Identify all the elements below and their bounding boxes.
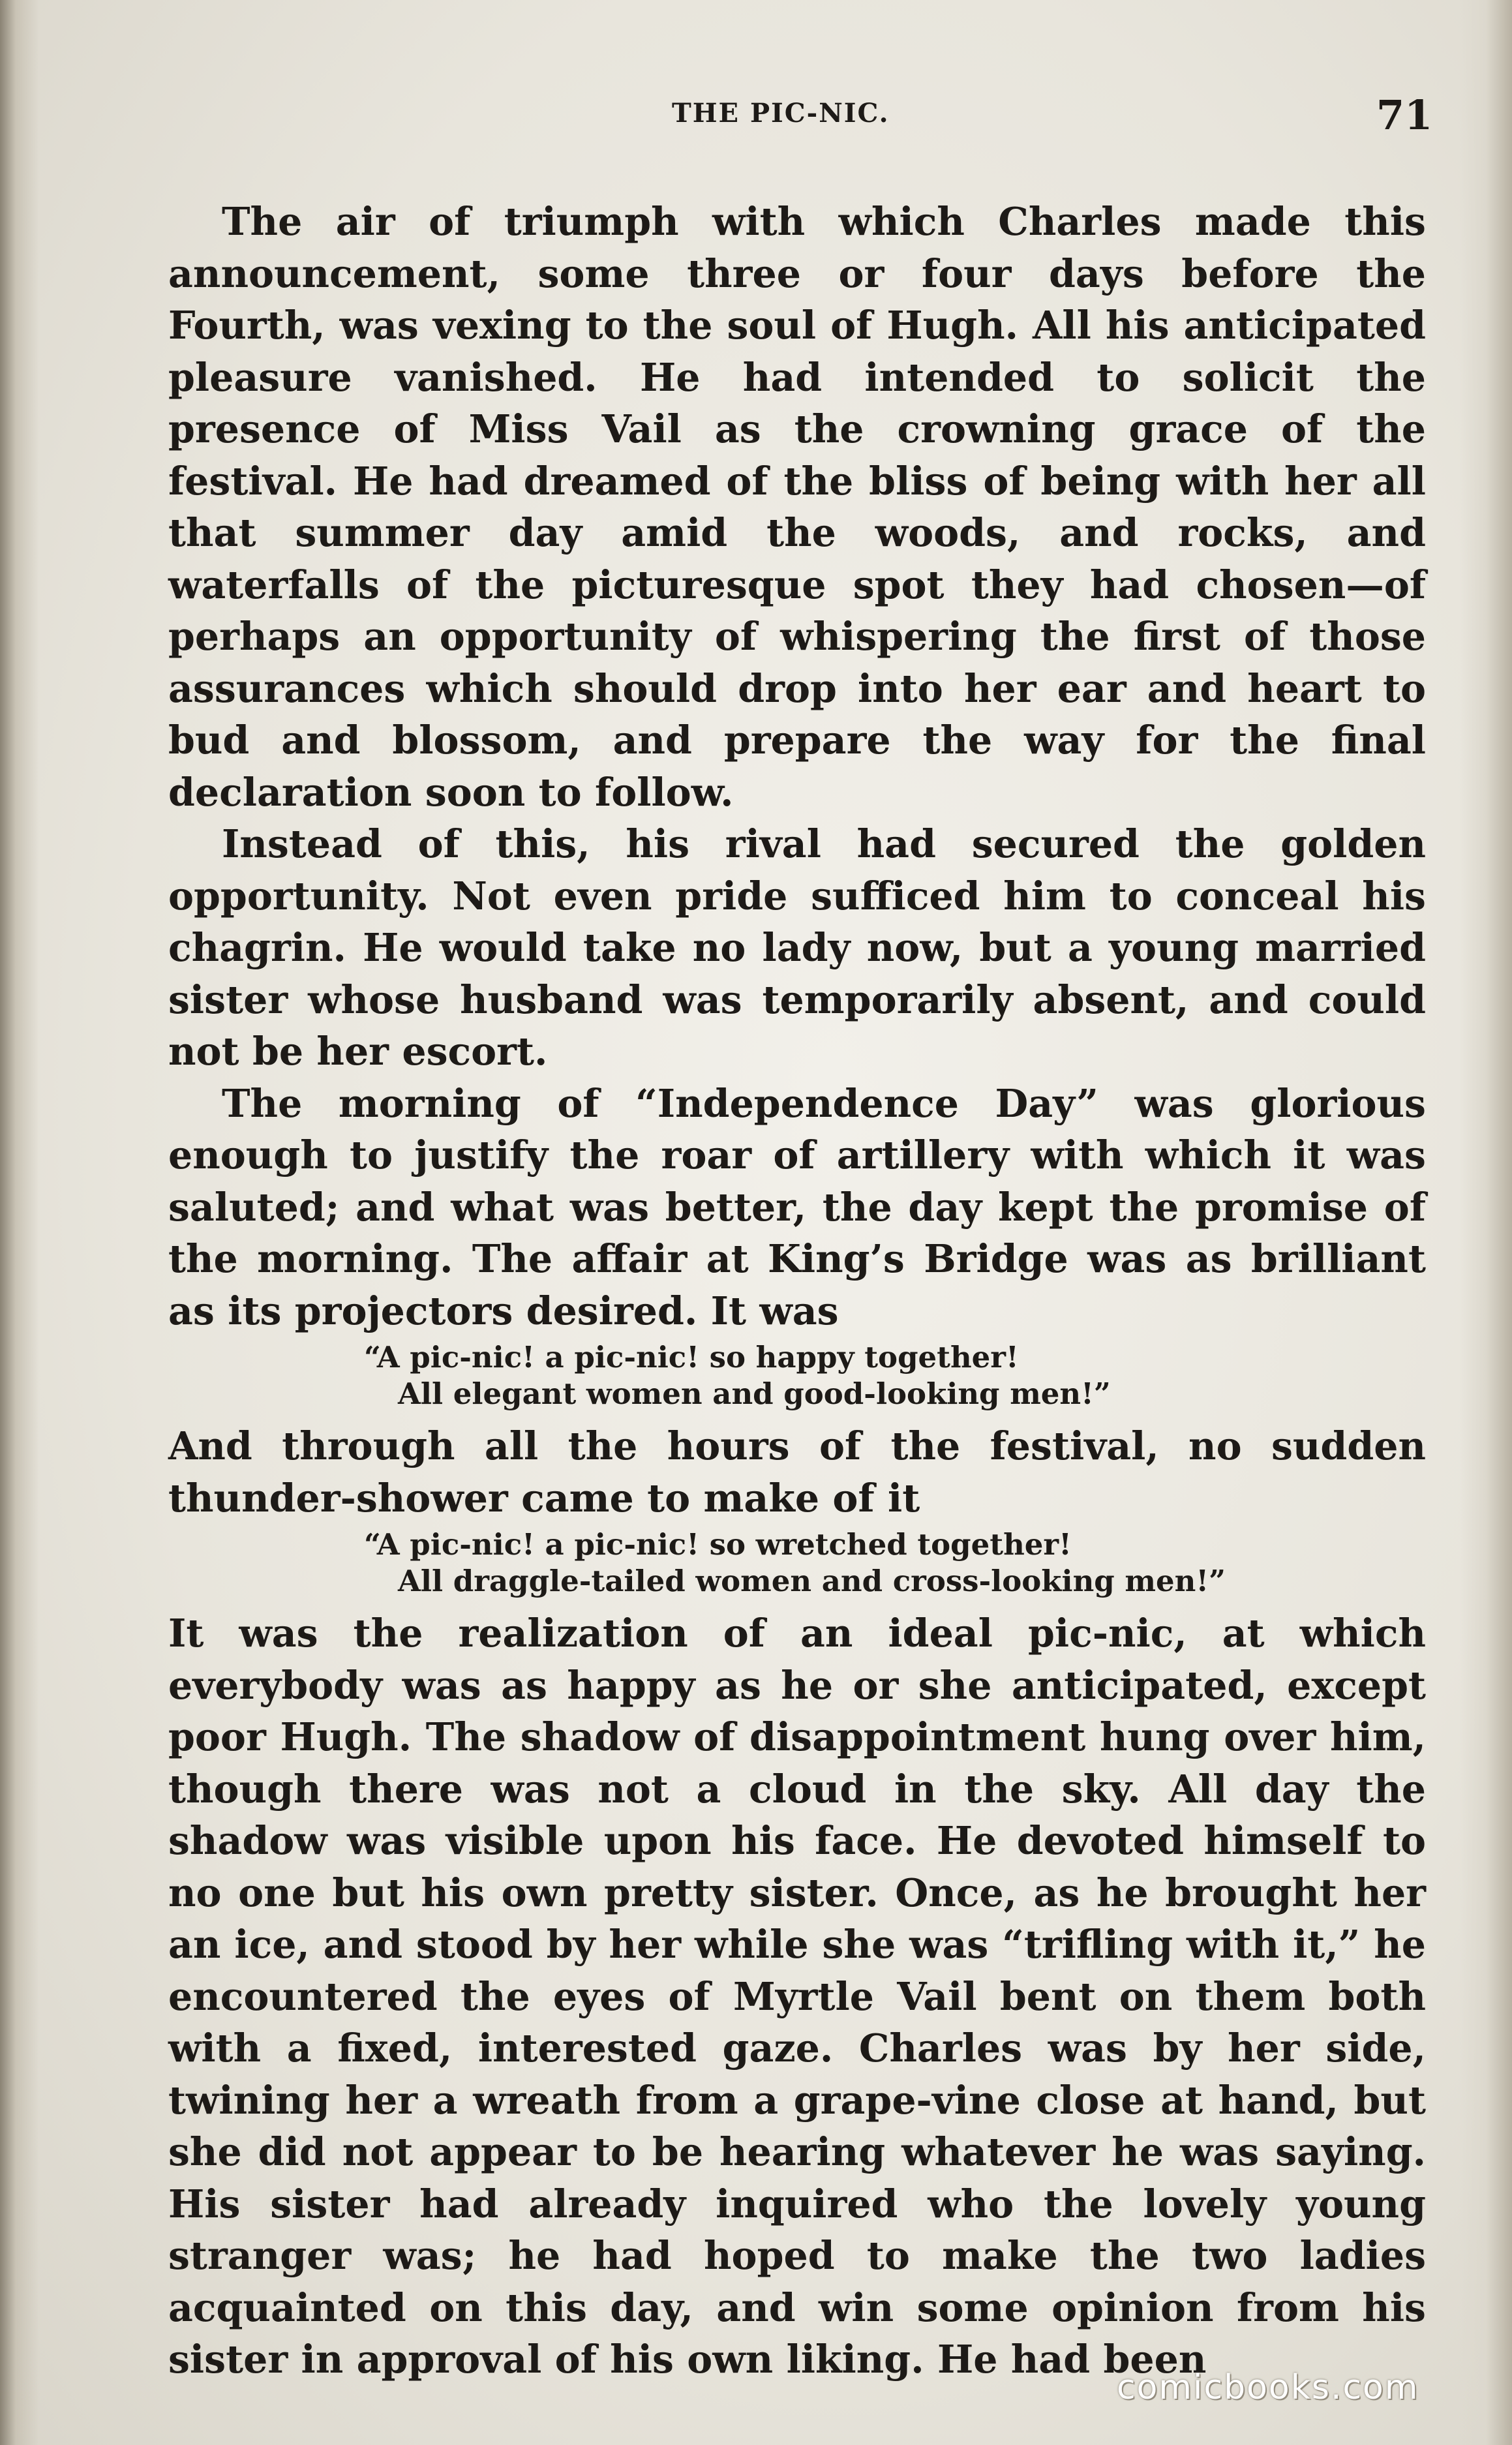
verse-line: All draggle-tailed women and cross-looking men!” xyxy=(398,1564,1226,1598)
body-text xyxy=(168,196,1426,2386)
verse-quote xyxy=(168,1526,1426,1600)
verse-line: “A pic-nic! a pic-nic! so wretched together! xyxy=(364,1527,1072,1562)
paragraph: It was the realization of an ideal pic-nic, at which everybody was as happy as he or she anticipated, except poor Hugh. The shadow of disappointment hung over him, though there was not a cloud in the sky. All day the shadow was visible upon his face. He devoted himself to no one but his own pretty sister. Once, as he brought her an ice, and stood by her while she was “trifling with it,” he encountered the eyes of Myrtle Vail bent on them both with a fixed, interested gaze. Charles was by her side, twining her a wreath from a grape-vine close at hand, but she did not appear to be hearing whatever he was saying. His sister had already inquired who the lovely young stranger was; he had hoped to make the two ladies acquainted on this day, and win some opinion from his sister in approval of his own liking. He had been xyxy=(168,1611,1426,2382)
watermark: comicbooks.com xyxy=(1117,2368,1419,2407)
page-edge-shadow-left xyxy=(0,0,39,2445)
paragraph: The morning of “Independence Day” was glorious enough to justify the roar of artillery with which it was saluted; and what was better, the day kept the promise of the morning. The affair at King’s Bridge was as brilliant as its projectors desired. It was xyxy=(168,1080,1426,1333)
verse-line: “A pic-nic! a pic-nic! so happy together! xyxy=(364,1340,1019,1374)
page-number: 71 xyxy=(1376,91,1433,139)
verse-quote xyxy=(168,1339,1426,1412)
page-edge-shadow-right xyxy=(1460,0,1512,2445)
paragraph: And through all the hours of the festival, no sudden thunder-shower came to make of it xyxy=(168,1423,1426,1521)
paragraph: The air of triumph with which Charles made this announcement, some three or four days before the Fourth, was vexing to the soul of Hugh. All his anticipated pleasure vanished. He had intended to solicit the presence of Miss Vail as the crowning grace of the festival. He had dreamed of the bliss of being with her all that summer day amid the woods, and rocks, and waterfalls of the picturesque spot they had chosen—of perhaps an opportunity of whispering the first of those assurances which should drop into her ear and heart to bud and blossom, and prepare the way for the final declaration soon to follow. xyxy=(168,199,1426,815)
verse-line: All elegant women and good-looking men!” xyxy=(398,1376,1111,1411)
paragraph: Instead of this, his rival had secured the golden opportunity. Not even pride sufficed him to conceal his chagrin. He would take no lady now, but a young married sister whose husband was temporarily absent, and could not be her escort. xyxy=(168,821,1426,1074)
running-head: THE PIC-NIC. xyxy=(672,98,890,129)
